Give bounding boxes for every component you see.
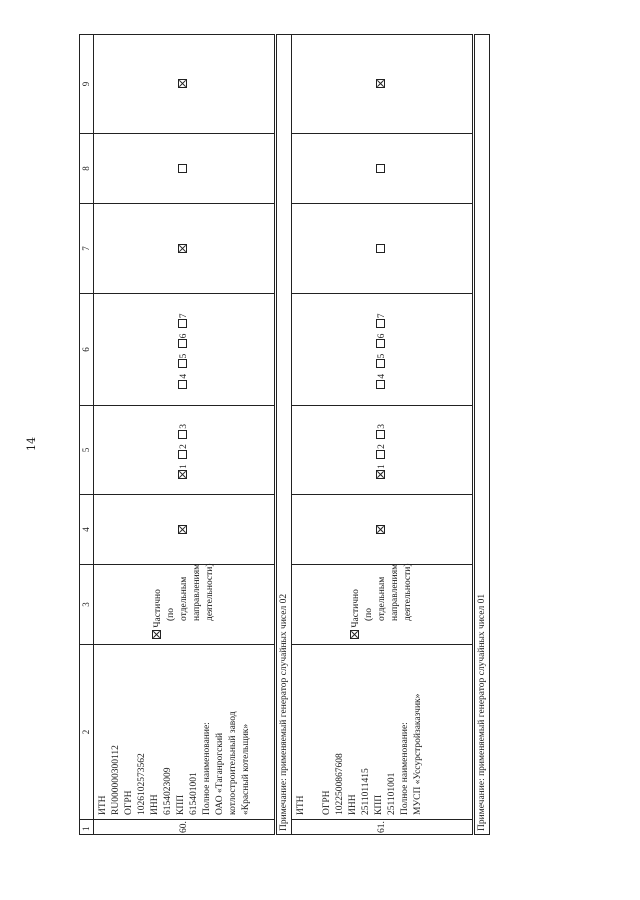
col6-cell [292,294,474,406]
partial-note-line: отдельным [376,576,387,621]
note-row [276,35,292,835]
rotated-table-wrapper [79,35,487,835]
checkbox-empty[interactable] [178,164,187,173]
col5-cell [94,406,276,495]
checkbox-checked[interactable] [350,630,359,639]
option-label: 3 [178,424,189,429]
option-label: 3 [376,424,387,429]
col5-cell [292,406,474,495]
col9-cell [94,35,276,134]
note-text: Примечание: применяемый генератор случайных чисел 01 [474,35,490,835]
checkbox-empty[interactable] [178,339,187,348]
checkbox-empty[interactable] [178,450,187,459]
id-line: «Красный котельщик» [241,723,251,815]
header-cell: 4 [80,495,94,565]
row-number: 61. [292,820,474,835]
header-cell: 6 [80,294,94,406]
checkbox-empty[interactable] [376,319,385,328]
option-label: 1 [178,464,189,469]
checkbox-empty[interactable] [376,430,385,439]
note-row [474,35,490,835]
id-line: Полное наименование: [400,722,410,815]
id-line: КПП [374,794,384,815]
id-line: КПП [176,794,186,815]
option-label: 1 [376,464,387,469]
row-number: 60. [94,820,276,835]
table-row [94,35,276,835]
partial-note-line: направлениям [389,563,400,621]
checkbox-checked[interactable] [376,525,385,534]
checkbox-empty[interactable] [178,359,187,368]
checkbox-empty[interactable] [376,359,385,368]
id-line: RU000000300112 [111,745,121,815]
checkbox-empty[interactable] [376,339,385,348]
org-identifiers [292,645,474,820]
header-cell: 2 [80,645,94,820]
header-cell: 1 [80,820,94,835]
partial-note-line: (по [165,608,176,621]
page-number: 14 [25,437,38,451]
id-line: 615401001 [189,772,199,815]
checkbox-empty[interactable] [178,430,187,439]
option-label: 4 [178,373,189,379]
header-cell: 9 [80,35,94,134]
id-line: МУСП «Уссурстройзаказчик» [413,693,423,815]
col9-cell [292,35,474,134]
checkbox-empty[interactable] [376,244,385,253]
id-line: котлостроительный завод [228,711,238,815]
checkbox-checked[interactable] [376,80,385,89]
id-line: Полное наименование: [202,722,212,815]
header-cell: 7 [80,204,94,294]
checkbox-empty[interactable] [376,380,385,389]
header-row [80,35,94,835]
col7-cell [94,204,276,294]
checkbox-empty[interactable] [376,164,385,173]
checkbox-checked[interactable] [178,470,187,479]
option-label: 4 [376,373,387,379]
id-line: ИНН [348,794,358,815]
partial-label: Частично [152,589,163,628]
id-line: ОГРН [322,790,332,815]
partial-note-line: деятельности) [402,563,413,621]
header-cell: 3 [80,565,94,645]
col8-cell [94,134,276,204]
id-line: ИТН [98,795,108,815]
registry-table [79,34,490,835]
id-line: 6154023009 [163,767,173,815]
col7-cell [292,204,474,294]
option-label: 7 [178,313,189,319]
option-label: 6 [376,333,387,339]
col4-cell [292,495,474,565]
id-line: 1026102573562 [137,753,147,815]
checkbox-checked[interactable] [178,525,187,534]
checkbox-empty[interactable] [376,450,385,459]
checkbox-checked[interactable] [376,470,385,479]
partial-note-line: отдельным [178,576,189,621]
id-line: 251101001 [387,772,397,815]
partial-note-line: направлениям [191,563,202,621]
id-line: ИНН [150,794,160,815]
option-label: 2 [178,444,189,449]
partial-scope-cell [94,565,276,645]
id-line: ОАО «Таганрогский [215,732,225,815]
header-cell: 8 [80,134,94,204]
table-row [292,35,474,835]
header-cell: 5 [80,406,94,495]
checkbox-checked[interactable] [178,80,187,89]
col4-cell [94,495,276,565]
col8-cell [292,134,474,204]
option-label: 6 [178,333,189,339]
col6-cell [94,294,276,406]
org-identifiers [94,645,276,820]
partial-label: Частично [350,589,361,628]
id-line: 2511011415 [361,768,371,815]
option-label: 5 [376,353,387,359]
id-line: ОГРН [124,790,134,815]
checkbox-checked[interactable] [178,244,187,253]
option-label: 7 [376,313,387,319]
id-line: ИТН [296,795,306,815]
partial-note-line: деятельности) [204,563,215,621]
checkbox-empty[interactable] [178,319,187,328]
option-label: 5 [178,353,189,359]
id-line [308,649,321,815]
note-text: Примечание: применяемый генератор случайных чисел 02 [276,35,292,835]
checkbox-checked[interactable] [152,630,161,639]
id-line: 1022500867608 [335,753,345,815]
option-label: 2 [376,444,387,449]
partial-scope-cell [292,565,474,645]
partial-note-line: (по [363,608,374,621]
checkbox-empty[interactable] [178,380,187,389]
